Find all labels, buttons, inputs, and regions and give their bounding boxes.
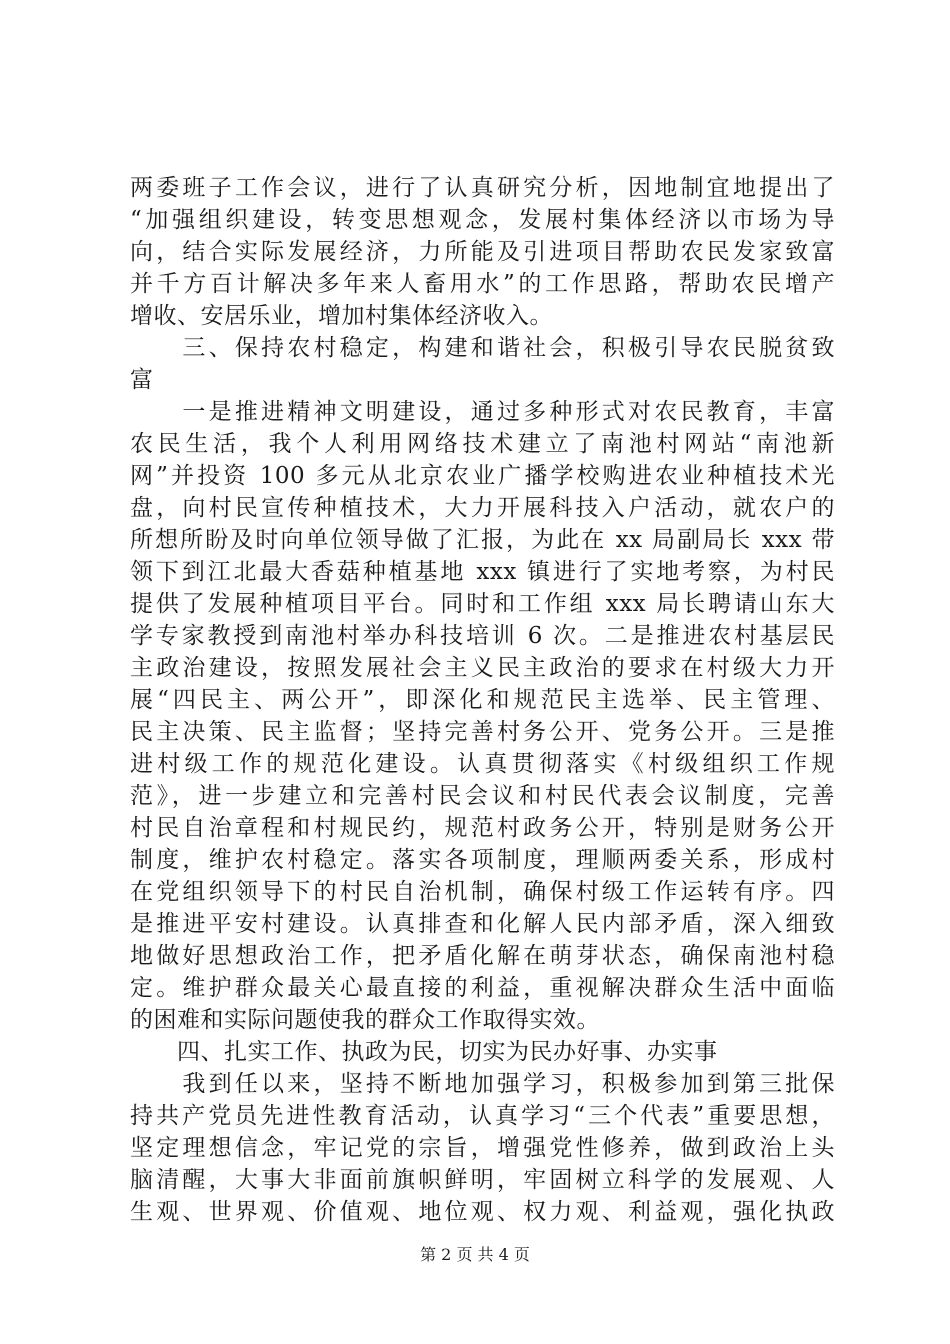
- text-line: 坚定理想信念，牢记党的宗旨，增强党性修养，做到政治上头: [130, 1135, 835, 1161]
- text-line: 学专家教授到南池村举办科技培训 6 次。二是推进农村基层民: [130, 623, 835, 649]
- text-line: 在党组织领导下的村民自治机制，确保村级工作运转有序。四: [130, 879, 835, 905]
- text-line: 持共产党员先进性教育活动，认真学习“三个代表”重要思想，: [130, 1103, 835, 1129]
- text-line: 民主决策、民主监督；坚持完善村务公开、党务公开。三是推: [130, 719, 835, 745]
- text-line: 并千方百计解决多年来人畜用水”的工作思路，帮助农民增产: [130, 271, 835, 297]
- text-line: 的困难和实际问题使我的群众工作取得实效。: [130, 1007, 600, 1033]
- text-line: 增收、安居乐业，增加村集体经济收入。: [130, 303, 553, 329]
- text-line: 四、扎实工作、执政为民，切实为民办好事、办实事: [130, 1039, 718, 1065]
- text-line: 三、保持农村稳定，构建和谐社会，积极引导农民脱贫致: [130, 335, 835, 361]
- text-line: 定。维护群众最关心最直接的利益，重视解决群众生活中面临: [130, 975, 835, 1001]
- text-line: 制度，维护农村稳定。落实各项制度，理顺两委关系，形成村: [130, 847, 835, 873]
- text-line: 我到任以来，坚持不断地加强学习，积极参加到第三批保: [130, 1071, 835, 1097]
- text-line: 所想所盼及时向单位领导做了汇报，为此在 xx 局副局长 xxx 带: [130, 527, 835, 553]
- text-line: 脑清醒，大事大非面前旗帜鲜明，牢固树立科学的发展观、人: [130, 1167, 835, 1193]
- text-line: 一是推进精神文明建设，通过多种形式对农民教育，丰富: [130, 399, 835, 425]
- text-line: 两委班子工作会议，进行了认真研究分析，因地制宜地提出了: [130, 175, 835, 201]
- text-line: 是推进平安村建设。认真排查和化解人民内部矛盾，深入细致: [130, 911, 835, 937]
- text-line: 主政治建设，按照发展社会主义民主政治的要求在村级大力开: [130, 655, 835, 681]
- text-line: 展“四民主、两公开”，即深化和规范民主选举、民主管理、: [130, 687, 835, 713]
- body-text: [130, 172, 835, 1228]
- text-line: 村民自治章程和村规民约，规范村政务公开，特别是财务公开: [130, 815, 835, 841]
- text-line: 富: [130, 367, 154, 393]
- text-line: 盘，向村民宣传种植技术，大力开展科技入户活动，就农户的: [130, 495, 835, 521]
- text-line: 范》，进一步建立和完善村民会议和村民代表会议制度，完善: [130, 783, 835, 809]
- text-line: 农民生活，我个人利用网络技术建立了南池村网站“南池新: [130, 431, 835, 457]
- text-line: 地做好思想政治工作，把矛盾化解在萌芽状态，确保南池村稳: [130, 943, 835, 969]
- page-footer: 第 2 页 共 4 页: [420, 1245, 530, 1264]
- text-line: 网”并投资 100 多元从北京农业广播学校购进农业种植技术光: [130, 463, 835, 489]
- text-line: 提供了发展种植项目平台。同时和工作组 xxx 局长聘请山东大: [130, 591, 835, 617]
- text-line: 进村级工作的规范化建设。认真贯彻落实《村级组织工作规: [130, 751, 835, 777]
- text-line: “加强组织建设，转变思想观念，发展村集体经济以市场为导: [130, 207, 835, 233]
- text-line: 生观、世界观、价值观、地位观、权力观、利益观，强化执政: [130, 1199, 835, 1225]
- text-line: 领下到江北最大香菇种植基地 xxx 镇进行了实地考察，为村民: [130, 559, 835, 585]
- text-line: 向，结合实际发展经济，力所能及引进项目帮助农民发家致富: [130, 239, 835, 265]
